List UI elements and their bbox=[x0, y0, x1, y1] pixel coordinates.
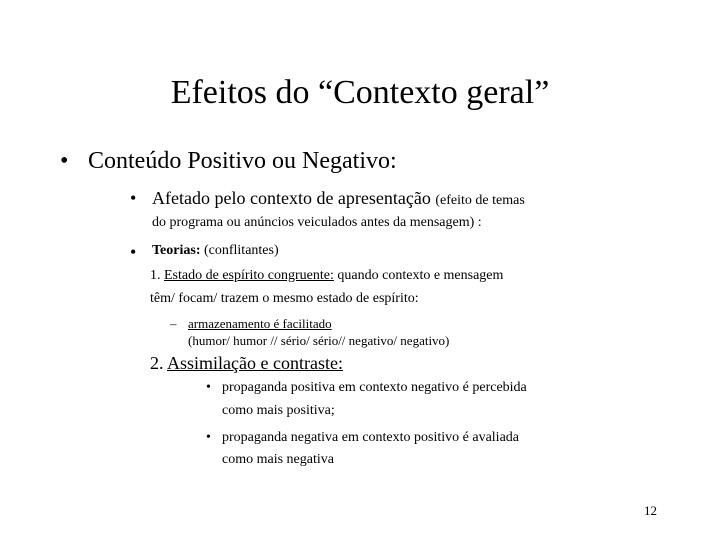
item1-rest: quando contexto e mensagem bbox=[337, 268, 504, 283]
bullet-marker: • bbox=[130, 242, 137, 262]
dash-marker: – bbox=[170, 316, 177, 331]
page-number: 12 bbox=[644, 503, 657, 518]
item2-bullet-continuation: como mais negativa bbox=[222, 452, 334, 467]
slide-title: Efeitos do “Contexto geral” bbox=[170, 74, 550, 111]
bullet-marker: • bbox=[130, 188, 137, 208]
item2-line bbox=[150, 353, 343, 374]
sub1-small: (efeito de temas bbox=[435, 193, 525, 208]
item2-title: Assimilação e contraste: bbox=[167, 353, 343, 373]
item2-bullet-continuation: como mais positiva; bbox=[222, 403, 335, 418]
item2-bullet-text: propaganda negativa em contexto positivo é avaliada bbox=[222, 430, 520, 445]
bullet-marker: • bbox=[206, 380, 211, 395]
sub2-label: Teorias: bbox=[152, 243, 201, 258]
sub2-text bbox=[152, 243, 279, 259]
sub1-text bbox=[152, 188, 525, 209]
bullet-main-text: Conteúdo Positivo ou Negativo: bbox=[88, 148, 397, 174]
sub2-rest: (conflitantes) bbox=[203, 243, 279, 258]
item1-title: Estado de espírito congruente: bbox=[164, 268, 334, 283]
bullet-marker: • bbox=[206, 430, 211, 445]
bullet-marker: • bbox=[60, 148, 69, 174]
sub1-main: Afetado pelo contexto de apresentação bbox=[152, 188, 431, 208]
item1-number: 1. bbox=[150, 268, 161, 283]
item1-continuation: têm/ focam/ trazem o mesmo estado de espírito: bbox=[150, 291, 419, 306]
sub1-continuation: do programa ou anúncios veiculados antes da mensagem) : bbox=[152, 215, 482, 230]
item2-number: 2. bbox=[150, 353, 164, 373]
item2-bullet-text: propaganda positiva em contexto negativo é percebida bbox=[222, 380, 527, 395]
item1-sub-text: armazenamento é facilitado bbox=[188, 316, 332, 331]
item1-sub-continuation: (humor/ humor // sério/ sério// negativo/ negativo) bbox=[188, 333, 450, 348]
item1-line bbox=[150, 268, 503, 284]
